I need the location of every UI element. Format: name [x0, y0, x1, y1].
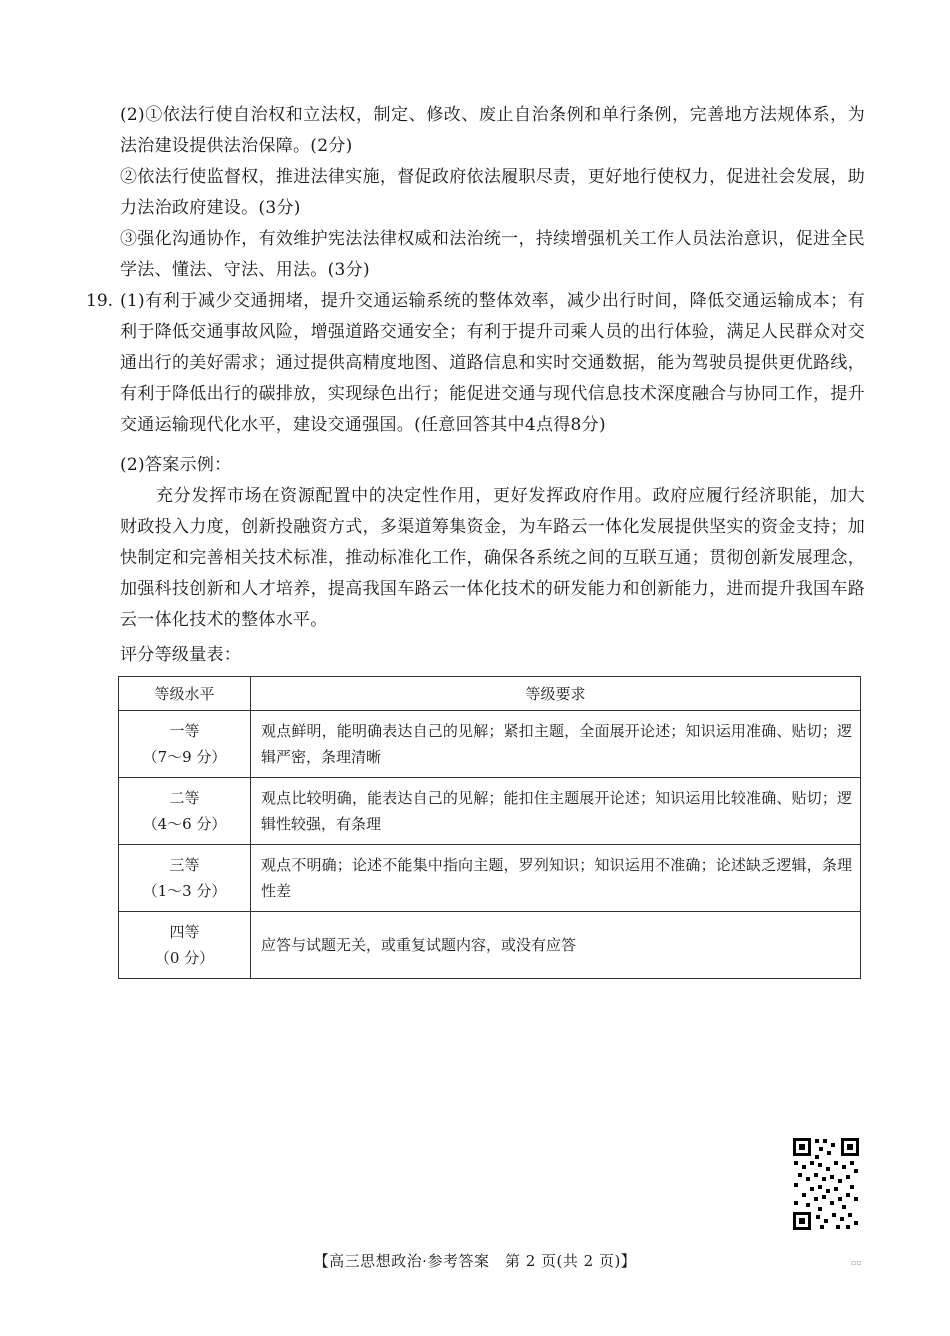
- level-points: （1～3 分）: [142, 882, 227, 900]
- q18-part2-point1: (2)①依法行使自治权和立法权，制定、修改、废止自治条例和单行条例，完善地方法规体系，为法治建设提供法治保障。(2分): [120, 105, 865, 156]
- table-row: [119, 845, 861, 912]
- table-row: [119, 912, 861, 979]
- table-header-row: [119, 677, 861, 711]
- level-cell: [119, 711, 251, 778]
- level-name: 二等: [169, 789, 200, 807]
- level-name: 四等: [169, 923, 200, 941]
- level-name: 一等: [169, 722, 200, 740]
- level-points: （4～6 分）: [142, 815, 227, 833]
- q19-part1: (1)有利于减少交通拥堵，提升交通运输系统的整体效率，减少出行时间，降低交通运输成本；有利于降低交通事故风险，增强道路交通安全；有利于提升司乘人员的出行体验，满足人民群众对交通出行的美好需求；通过提供高精度地图、道路信息和实时交通数据，能为驾驶员提供更优路线，有利于降低出行的碳排放，实现绿色出行；能促进交通与现代信息技术深度融合与协同工作，提升交通运输现代化水平，建设交通强国。(任意回答其中4点得8分): [120, 291, 865, 435]
- qr-code-icon: [792, 1137, 860, 1231]
- q18-part2-point3: ③强化沟通协作，有效维护宪法法律权威和法治统一，持续增强机关工作人员法治意识，促进全民学法、懂法、守法、用法。(3分): [120, 229, 865, 280]
- header-requirement: 等级要求: [251, 677, 861, 711]
- q19-part2-label: (2)答案示例：: [120, 455, 232, 475]
- level-cell: [119, 912, 251, 979]
- page-footer: 【高三思想政治·参考答案 第 2 页(共 2 页)】: [313, 1252, 637, 1270]
- requirement-cell: 观点不明确；论述不能集中指向主题，罗列知识；知识运用不准确；论述缺乏逻辑，条理性差: [251, 845, 861, 912]
- level-name: 三等: [169, 856, 200, 874]
- requirement-cell: 应答与试题无关，或重复试题内容，或没有应答: [251, 912, 861, 979]
- q19-part2-answer: 充分发挥市场在资源配置中的决定性作用，更好发挥政府作用。政府应履行经济职能，加大财政投入力度，创新投融资方式，多渠道筹集资金，为车路云一体化发展提供坚实的资金支持；加快制定和完善相关技术标准，推动标准化工作，确保各系统之间的互联互通；贯彻创新发展理念，加强科技创新和人才培养，提高我国车路云一体化技术的研发能力和创新能力，进而提升我国车路云一体化技术的整体水平。: [120, 486, 865, 630]
- header-level: 等级水平: [119, 677, 251, 711]
- table-row: [119, 778, 861, 845]
- level-cell: [119, 845, 251, 912]
- level-cell: [119, 778, 251, 845]
- q18-part2-point2: ②依法行使监督权，推进法律实施，督促政府依法履职尽责，更好地行使权力，促进社会发展，助力法治政府建设。(3分): [120, 167, 865, 218]
- level-points: （7～9 分）: [142, 748, 227, 766]
- q19-number: 19.: [86, 291, 114, 311]
- requirement-cell: 观点鲜明，能明确表达自己的见解；紧扣主题，全面展开论述；知识运用准确、贴切；逻辑严密，条理清晰: [251, 711, 861, 778]
- table-row: [119, 711, 861, 778]
- scale-title: 评分等级量表：: [120, 645, 242, 665]
- requirement-cell: 观点比较明确，能表达自己的见解；能扣住主题展开论述；知识运用比较准确、贴切；逻辑性较强，有条理: [251, 778, 861, 845]
- level-points: （0 分）: [154, 949, 215, 967]
- scoring-scale-table: [118, 676, 861, 979]
- corner-mark-icon: ▫▫: [851, 1258, 862, 1267]
